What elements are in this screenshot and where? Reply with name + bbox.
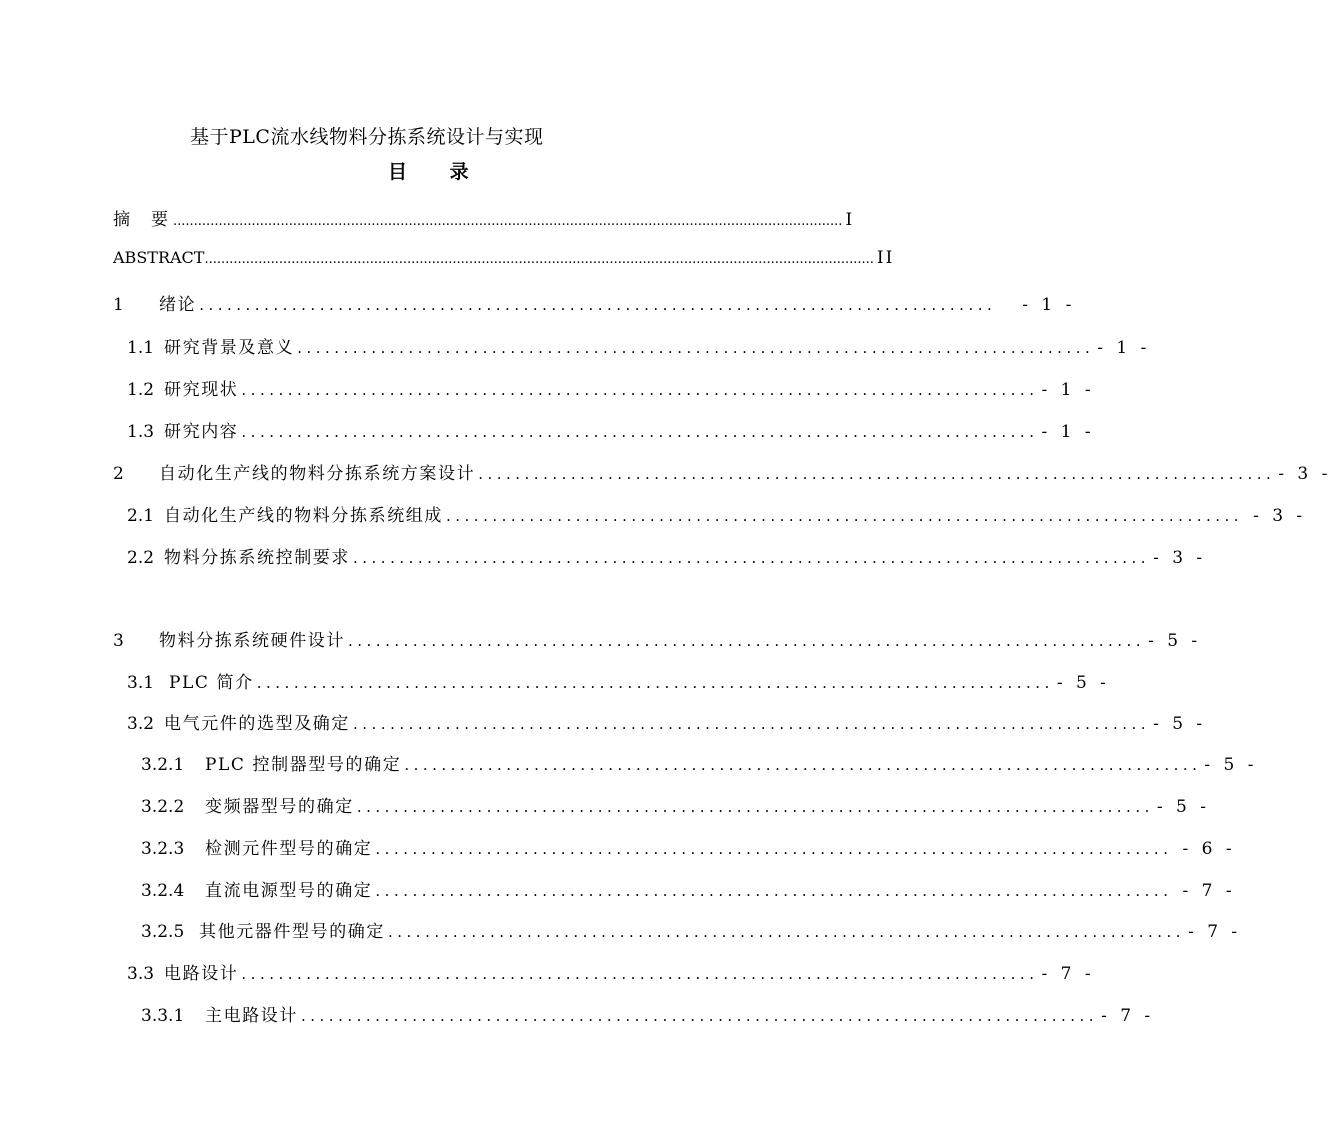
toc-entry[interactable]	[141, 834, 1236, 860]
toc-entry-label: 摘 要	[113, 210, 170, 230]
toc-leader: ......................................................................................	[241, 965, 1039, 983]
toc-entry-page: - 7 -	[1041, 964, 1095, 984]
toc-entry-page: - 7 -	[1101, 1006, 1155, 1026]
toc-entry-number: 3.2.3	[141, 839, 185, 859]
document-title: 基于PLC流水线物料分拣系统设计与实现	[190, 126, 544, 148]
toc-heading: 目 录	[388, 161, 487, 183]
toc-entry-number: 3.2.4	[141, 881, 185, 901]
toc-entry[interactable]	[141, 917, 1242, 943]
toc-entry-page: - 7 -	[1182, 881, 1236, 901]
toc-entry[interactable]	[141, 792, 1210, 818]
toc-entry-page: - 3 -	[1253, 506, 1307, 526]
toc-entry-label: 绪论	[159, 295, 197, 315]
toc-leader: ......................................................................................	[301, 1007, 1099, 1025]
toc-entry-label: PLC 简介	[169, 673, 254, 693]
toc-entry-number: 1.1	[127, 338, 155, 358]
toc-entry-number: 3.3.1	[141, 1006, 185, 1026]
toc-leader: ......................................................................................	[353, 549, 1151, 567]
toc-leader: ......................................................................................	[199, 296, 997, 314]
toc-entry-number: 3	[113, 631, 124, 651]
toc-entry-label: 电路设计	[164, 964, 239, 984]
toc-leader: ..................................................................................................................................................................	[204, 252, 874, 267]
toc-entry-number: 1	[113, 295, 124, 315]
toc-entry-page: - 1 -	[1041, 380, 1095, 400]
toc-entry-page: - 5 -	[1056, 673, 1110, 693]
toc-entry[interactable]	[127, 543, 1207, 569]
toc-entry[interactable]	[127, 375, 1095, 401]
toc-entry-page: - 7 -	[1188, 922, 1242, 942]
toc-entry-number: 2.2	[127, 548, 155, 568]
toc-leader: ..................................................................................................................................................................	[173, 214, 843, 229]
toc-entry-label: 直流电源型号的确定	[205, 881, 373, 901]
toc-entry[interactable]	[127, 959, 1095, 985]
toc-leader: ......................................................................................	[241, 423, 1039, 441]
toc-leader: ......................................................................................	[375, 840, 1173, 858]
toc-entry-label: 物料分拣系统硬件设计	[159, 631, 345, 651]
toc-entry[interactable]	[113, 290, 1076, 316]
toc-entry[interactable]	[113, 626, 1202, 652]
toc-entry[interactable]	[141, 1001, 1155, 1027]
toc-leader: ......................................................................................	[446, 507, 1244, 525]
toc-entry-page: - 5 -	[1153, 714, 1207, 734]
toc-entry[interactable]	[113, 459, 1331, 485]
toc-entry[interactable]	[127, 668, 1110, 694]
toc-entry[interactable]	[113, 205, 853, 231]
toc-entry-page: - 1 -	[1041, 422, 1095, 442]
toc-entry[interactable]	[127, 417, 1095, 443]
toc-leader: ......................................................................................	[241, 381, 1039, 399]
toc-entry-page: I	[845, 210, 853, 230]
toc-entry[interactable]	[141, 876, 1236, 902]
toc-entry-number: 3.1	[127, 673, 155, 693]
toc-leader: ......................................................................................	[404, 756, 1202, 774]
toc-entry-label: 其他元器件型号的确定	[199, 922, 385, 942]
toc-entry-number: 1.2	[127, 380, 155, 400]
toc-entry-page: - 6 -	[1182, 839, 1236, 859]
toc-entry-number: 3.2.5	[141, 922, 185, 942]
toc-entry-label: 自动化生产线的物料分拣系统组成	[164, 506, 443, 526]
toc-leader: ......................................................................................	[297, 339, 1095, 357]
toc-entry-page: - 1 -	[1097, 338, 1151, 358]
toc-entry-label: 物料分拣系统控制要求	[164, 548, 350, 568]
toc-entry-number: 3.2.2	[141, 797, 185, 817]
toc-entry-page: - 5 -	[1148, 631, 1202, 651]
toc-entry-page: II	[876, 248, 895, 268]
toc-entry[interactable]	[113, 248, 895, 274]
toc-entry-label: 研究背景及意义	[164, 338, 295, 358]
toc-entry-page: - 1 -	[1022, 295, 1076, 315]
toc-entry-number: 2	[113, 464, 124, 484]
toc-entry-label: 主电路设计	[205, 1006, 298, 1026]
toc-entry-label: 电气元件的选型及确定	[164, 714, 350, 734]
toc-entry-page: - 3 -	[1153, 548, 1207, 568]
toc-entry-label: 检测元件型号的确定	[205, 839, 373, 859]
toc-entry[interactable]	[127, 501, 1307, 527]
toc-entry-label: PLC 控制器型号的确定	[205, 755, 402, 775]
toc-entry-number: 2.1	[127, 506, 155, 526]
toc-entry[interactable]	[127, 333, 1151, 359]
toc-leader: ......................................................................................	[353, 715, 1151, 733]
toc-entry-page: - 5 -	[1204, 755, 1258, 775]
toc-entry-page: - 5 -	[1156, 797, 1210, 817]
toc-leader: ......................................................................................	[256, 674, 1054, 692]
toc-entry-label: 研究现状	[164, 380, 239, 400]
toc-entry-number: 3.3	[127, 964, 155, 984]
toc-leader: ......................................................................................	[375, 882, 1173, 900]
toc-entry-number: 3.2.1	[141, 755, 185, 775]
toc-entry-page: - 3 -	[1278, 464, 1331, 484]
toc-leader: ......................................................................................	[388, 923, 1186, 941]
toc-entry-number: 1.3	[127, 422, 155, 442]
toc-leader: ......................................................................................	[348, 632, 1146, 650]
toc-entry[interactable]	[141, 750, 1258, 776]
toc-entry-label: 变频器型号的确定	[205, 797, 354, 817]
toc-entry-label: ABSTRACT	[113, 248, 205, 267]
toc-entry-label: 研究内容	[164, 422, 239, 442]
toc-entry-label: 自动化生产线的物料分拣系统方案设计	[159, 464, 476, 484]
toc-leader: ......................................................................................	[478, 465, 1276, 483]
toc-leader: ......................................................................................	[356, 798, 1154, 816]
toc-entry[interactable]	[127, 709, 1207, 735]
toc-entry-number: 3.2	[127, 714, 155, 734]
